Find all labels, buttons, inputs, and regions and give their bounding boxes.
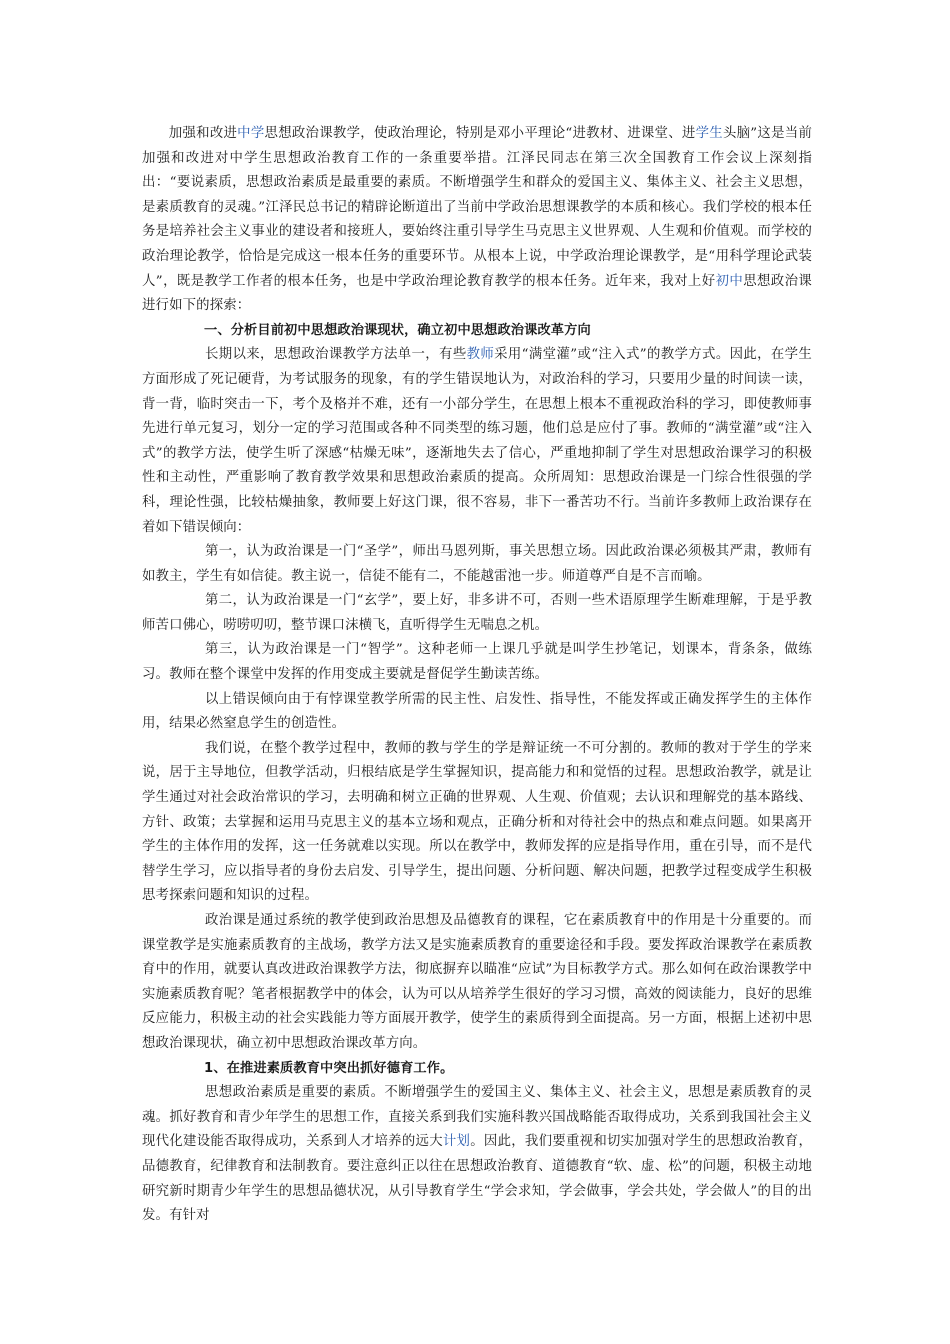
intro-text-1: 加强和改进 xyxy=(168,126,238,141)
section-heading-1: 一、分析目前初中思想政治课现状，确立初中思想政治课改革方向 xyxy=(204,322,591,338)
moral-text-1: 思想政治素质是重要的素质。不断增强学生的爱国主义、集体主义、社会主义，思想是素质教育的灵魂。抓好教育和青少年学生的思想工作，直接关系到我们实施科教兴国战略能否取得成功，关系到我国社会主义现代化建设能否取得成功，关系到人才培养的远大 xyxy=(142,1085,812,1150)
status-paragraph xyxy=(142,343,812,540)
link-middle-school[interactable]: 中学 xyxy=(237,126,265,141)
status-text-2: 采用“满堂灌”或“注入式”的教学方式。因此，在学生方面形成了死记硬背，为考试服务的现象，有的学生错误地认为，对政治科的学习，只要用少量的时间读一读，背一背，临时突击一下，考个及格并不难，还有一小部分学生，在思想上根本不重视政治科的学习，即使教师事先进行单元复习，划分一定的学习范围或各种不同类型的练习题，他们总是应付了事。教师的“满堂灌”或“注入式”的教学方法，使学生听了深感“枯燥无味”，逐渐地失去了信心，严重地抑制了学生对思想政治课学习的积极性和主动性，严重影响了教育教学效果和思想政治素质的提高。众所周知：思想政治课是一门综合性很强的学科，理论性强，比较枯燥抽象，教师要上好这门课，很不容易，非下一番苦功不行。当前许多教师上政治课存在着如下错误倾向： xyxy=(142,347,812,535)
politics-course-paragraph: 政治课是通过系统的教学使到政治思想及品德教育的课程，它在素质教育中的作用是十分重要的。而课堂教学是实施素质教育的主战场，教学方法又是实施素质教育的重要途径和手段。要发挥政治课教学在素质教育中的作用，就要认真改进政治课教学方法，彻底摒弃以瞄准“应试”为目标教学方式。那么如何在政治课教学中实施素质教育呢？笔者根据教学中的体会，认为可以从培养学生很好的学习习惯，高效的阅读能力，良好的思维反应能力，积极主动的社会实践能力等方面展开教学，使学生的素质得到全面提高。另一方面，根据上述初中思想政治课现状，确立初中思想政治课改革方向。 xyxy=(142,913,812,1051)
moral-text-2: 。因此，我们要重视和切实加强对学生的思想政治教育，品德教育，纪律教育和法制教育。要注意纠正以往在思想政治教育、道德教育“软、虚、松”的问题，积极主动地研究新时期青少年学生的思想品德状况，从引导教育学生“学会求知，学会做事，学会共处，学会做人”的目的出发。有针对 xyxy=(142,1134,812,1224)
first-tendency-paragraph: 第一，认为政治课是一门“圣学”，师出马恩列斯，事关思想立场。因此政治课必须极其严肃，教师有如教主，学生有如信徒。教主说一，信徒不能有二，不能越雷池一步。师道尊严自是不言而喻。 xyxy=(142,544,812,584)
article-body xyxy=(142,122,812,1229)
summary-paragraph: 以上错误倾向由于有悖课堂教学所需的民主性、启发性、指导性，不能发挥或正确发挥学生的主体作用，结果必然窒息学生的创造性。 xyxy=(142,691,812,732)
link-junior-high[interactable]: 初中 xyxy=(715,273,744,289)
teaching-process-paragraph: 我们说，在整个教学过程中，教师的教与学生的学是辩证统一不可分割的。教师的教对于学生的学来说，居于主导地位，但教学活动，归根结底是学生掌握知识，提高能力和和觉悟的过程。思想政治教学，就是让学生通过对社会政治常识的学习，去明确和树立正确的世界观、人生观、价值观；去认识和理解党的基本路线、方针、政策；去掌握和运用马克思主义的基本立场和观点，正确分析和对待社会中的热点和难点问题。如果离开学生的主体作用的发挥，这一任务就难以实现。所以在教学中，教师发挥的应是指导作用，重在引导，而不是代替学生学习，应以指导者的身份去启发、引导学生，提出问题、分析问题、解决问题，把教学过程变成学生积极思考探索问题和知识的过程。 xyxy=(142,740,812,904)
link-teacher[interactable]: 教师 xyxy=(466,347,495,363)
link-plan[interactable]: 计划 xyxy=(442,1134,471,1150)
intro-text-4: 思想政治课进行如下的探索： xyxy=(142,273,812,314)
intro-paragraph xyxy=(142,122,812,319)
third-tendency-paragraph: 第三，认为政治课是一门“智学”。这种老师一上课几乎就是叫学生抄笔记，划课本，背条条，做练习。教师在整个课堂中发挥的作用变成主要就是督促学生勤读苦练。 xyxy=(142,642,812,683)
second-tendency-paragraph: 第二，认为政治课是一门“玄学”，要上好，非多讲不可，否则一些术语原理学生断难理解，于是乎教师苦口佛心，唠唠叨叨，整节课口沫横飞，直听得学生无喘息之机。 xyxy=(142,593,812,633)
intro-text-2: 思想政治课教学，使政治理论，特别是邓小平理论“进教材、进课堂、进 xyxy=(264,126,696,141)
status-text-1: 长期以来，思想政治课教学方法单一，有些 xyxy=(204,347,467,363)
moral-education-paragraph xyxy=(142,1081,812,1229)
intro-text-3: 头脑”这是当前加强和改进对中学生思想政治教育工作的一条重要举措。江泽民同志在第三次全国教育工作会议上深刻指出：“要说素质，思想政治素质是最重要的素质。不断增强学生和群众的爱国主义、集体主义、社会主义思想，是素质教育的灵魂。”江泽民总书记的精辟论断道出了当前中学政治思想课教学的本质和核心。我们学校的根本任务是培养社会主义事业的建设者和接班人，要始终注重引导学生马克思主义世界观、人生观和价值观。而学校的政治理论教学，恰恰是完成这一根本任务的重要环节。从根本上说，中学政治理论课教学，是“用科学理论武装人”，既是教学工作者的根本任务，也是中学政治理论教育教学的根本任务。近年来，我对上好 xyxy=(142,126,812,289)
subsection-heading-1: 1、在推进素质教育中突出抓好德育工作。 xyxy=(204,1060,454,1076)
link-student[interactable]: 学生 xyxy=(695,126,723,141)
